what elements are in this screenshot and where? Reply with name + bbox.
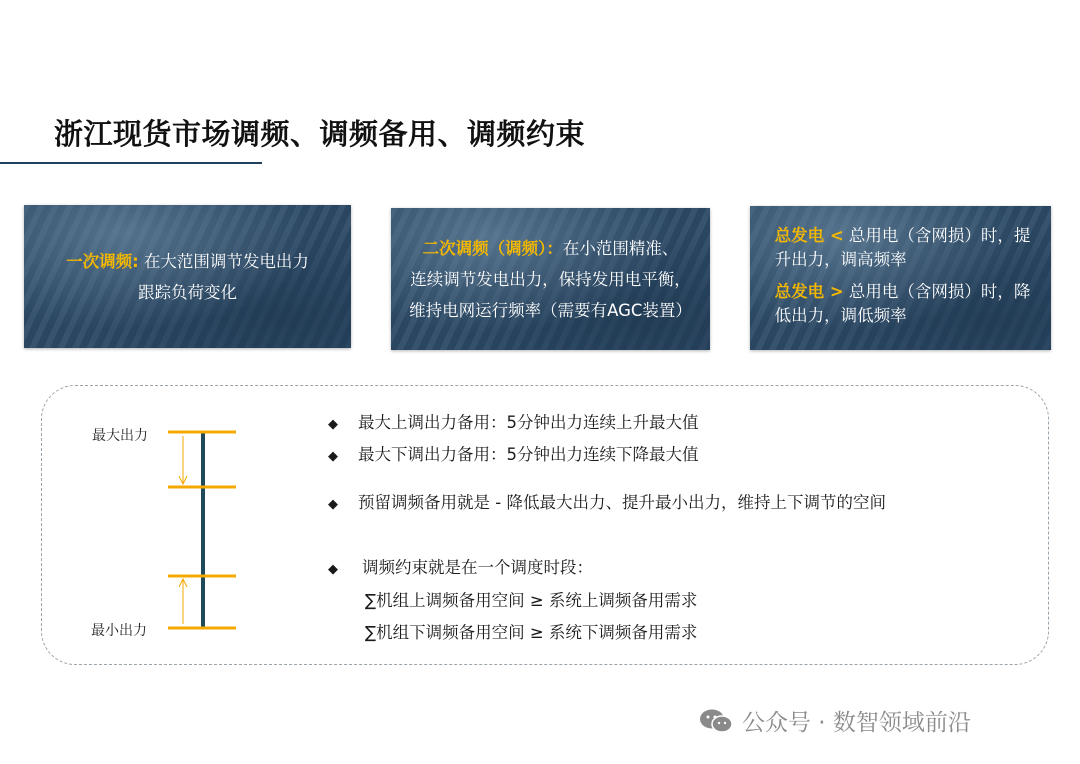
card-secondary-line2: 连续调节发电出力，保持发用电平衡， <box>410 269 691 289</box>
bullet-max-down-reserve <box>328 441 699 465</box>
slide-title: 浙江现货市场调频、调频备用、调频约束 <box>54 117 586 151</box>
min-output-label: 最小出力 <box>91 623 147 639</box>
balance-rule-high-highlight: 总发电 > <box>774 282 844 301</box>
diamond-bullet-icon: ◆ <box>328 562 338 577</box>
watermark <box>698 704 971 737</box>
card-secondary-line3: 维持电网运行频率（需要有AGC装置） <box>409 300 692 320</box>
balance-rule-low-highlight: 总发电 < <box>774 226 844 245</box>
balance-rule-high <box>775 280 1031 328</box>
card-balance-rules <box>750 206 1051 350</box>
bullet-text: 最大下调出力备用：5分钟出力连续下降最大值 <box>358 445 699 464</box>
diamond-bullet-icon: ◆ <box>328 449 338 464</box>
title-underline <box>0 162 262 164</box>
bullet-regulation-constraint <box>328 554 593 578</box>
card-secondary-regulation <box>391 208 710 350</box>
diamond-bullet-icon: ◆ <box>328 417 338 432</box>
bullet-text: 最大上调出力备用：5分钟出力连续上升最大值 <box>358 413 699 432</box>
card-primary-line2: 跟踪负荷变化 <box>137 282 237 302</box>
balance-rule-low-line2: 升出力，调高频率 <box>774 250 907 269</box>
card-primary-regulation <box>24 205 351 348</box>
balance-rule-low-line1: 总用电（含网损）时，提 <box>848 226 1031 245</box>
wechat-icon <box>698 708 734 734</box>
bullet-text: 调频约束就是在一个调度时段： <box>362 558 593 577</box>
balance-rule-high-line1: 总用电（含网损）时，降 <box>848 282 1031 301</box>
card-secondary-line1: 在小范围精准、 <box>562 238 679 258</box>
constraint-up: ∑机组上调频备用空间 ≥ 系统上调频备用需求 <box>365 591 698 610</box>
balance-rule-low <box>775 224 1031 272</box>
balance-rule-high-line2: 低出力，调低频率 <box>774 306 907 325</box>
max-output-label: 最大出力 <box>92 428 148 444</box>
card-secondary-highlight: 二次调频（调频）： <box>422 238 563 258</box>
bullet-text: 预留调频备用就是 - 降低最大出力、提升最小出力，维持上下调节的空间 <box>358 493 886 512</box>
bullet-max-up-reserve <box>328 409 699 433</box>
card-primary-highlight: 一次调频: <box>66 251 139 271</box>
constraint-down: ∑机组下调频备用空间 ≥ 系统下调频备用需求 <box>365 623 698 642</box>
card-balance-text <box>761 220 1041 336</box>
diamond-bullet-icon: ◆ <box>328 497 338 512</box>
watermark-text: 公众号 · 数智领域前沿 <box>742 710 971 736</box>
card-secondary-text <box>395 233 706 326</box>
bullet-reserve-definition <box>328 489 886 513</box>
card-primary-line1: 在大范围调节发电出力 <box>143 251 309 271</box>
card-primary-text <box>52 246 323 308</box>
